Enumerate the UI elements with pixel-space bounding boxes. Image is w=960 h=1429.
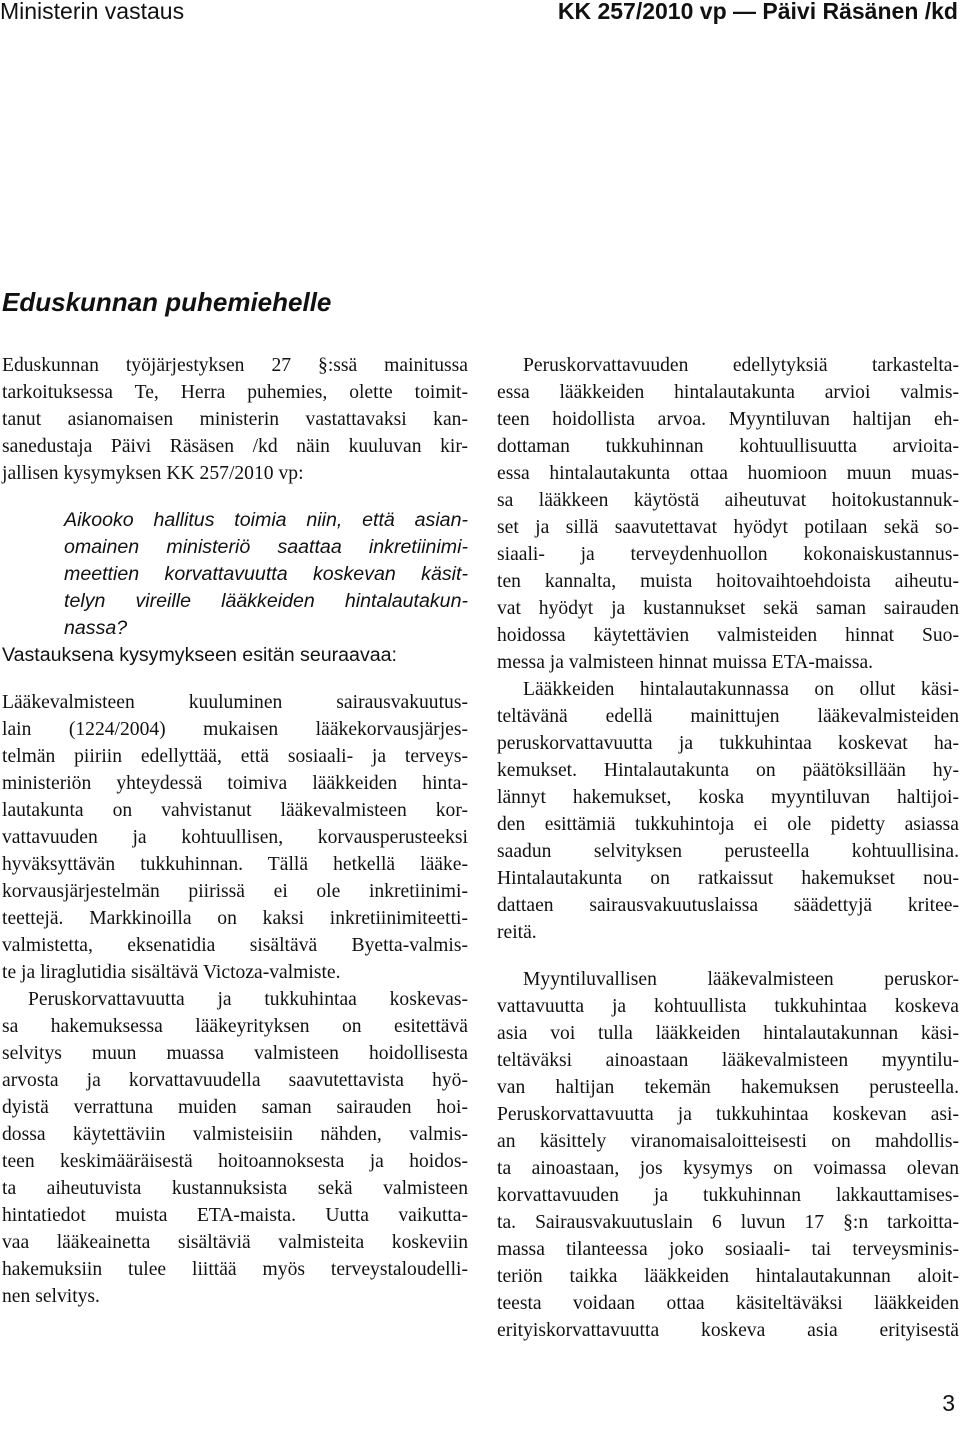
text-line: vattavuuden ja kohtuullisen, korvausperusteeksi (2, 827, 468, 848)
text-line: Eduskunnan työjärjestyksen 27 §:ssä mainitussa (2, 355, 468, 376)
text-line: siaali- ja terveydenhuollon kokonaiskustannus- (497, 544, 959, 565)
text-line: reitä. (497, 922, 537, 943)
text-line: teltäväksi ainoastaan lääkevalmisteen myyntilu- (497, 1050, 959, 1071)
intro-paragraph (2, 352, 468, 487)
text-line: erityiskorvattavuutta koskeva asia erityisestä (497, 1320, 959, 1341)
text-line: Lääkevalmisteen kuuluminen sairausvakuutus- (2, 692, 468, 713)
text-line: dottaman tukkuhinnan kohtuullisuutta arvioita- (497, 436, 959, 457)
text-line: selvitys muun muassa valmisteen hoidollisesta (2, 1043, 468, 1064)
text-line: telmän piiriin edellyttää, että sosiaali- ja terveys- (2, 746, 468, 767)
text-line: telyn vireille lääkkeiden hintalautakun- (64, 590, 468, 612)
text-line: Peruskorvattavuutta ja tukkuhintaa koskevan asi- (497, 1104, 959, 1125)
text-line: ministeriön yhteydessä toimiva lääkkeiden hinta- (2, 773, 468, 794)
text-line: lautakunta on vahvistanut lääkevalmisteen kor- (2, 800, 468, 821)
text-line: dossa käytettäviin valmisteisiin nähden, valmis- (2, 1124, 468, 1145)
text-line: Myyntiluvallisen lääkevalmisteen peruskor- (523, 969, 959, 990)
answer-paragraph-1 (2, 689, 468, 986)
left-column (2, 352, 468, 1310)
text-line: sa hakemuksessa lääkeyrityksen on esitettävä (2, 1016, 468, 1037)
text-line: massa tilanteessa joko sosiaali- tai terveysminis- (497, 1239, 959, 1260)
page-number: 3 (942, 1390, 955, 1416)
text-line: van haltijan tekemän hakemuksen perusteella. (497, 1077, 959, 1098)
text-line: omainen ministeriö saattaa inkretiinimi- (64, 536, 468, 558)
text-line: hakemuksiin tulee liittää myös terveystaloudelli- (2, 1259, 468, 1280)
text-line: nassa? (64, 617, 128, 639)
text-line: set ja sillä saavutettavat hyödyt potilaan sekä so- (497, 517, 959, 538)
text-line: hoidossa käytettävien valmisteiden hinnat Suo- (497, 625, 959, 646)
text-line: messa ja valmisteen hinnat muissa ETA-maissa. (497, 652, 874, 673)
text-line: tanut asianomaisen ministerin vastattavaksi kan- (2, 409, 468, 430)
text-line: kemukset. Hintalautakunta on päätöksillään hy- (497, 760, 959, 781)
text-line: lännyt hakemukset, koska myyntiluvan haltijoi- (497, 787, 959, 808)
text-line: korvausjärjestelmän piirissä ei ole inkretiinimi- (2, 881, 468, 902)
text-line: teettejä. Markkinoilla on kaksi inkretiinimiteetti- (2, 908, 468, 929)
text-line: vaa lääkeainetta sisältäviä valmisteita koskeviin (2, 1232, 468, 1253)
text-line: sanedustaja Päivi Räsäsen /kd näin kuuluvan kir- (2, 436, 468, 457)
text-line: dattaen sairausvakuutuslaissa säädettyjä kritee- (497, 895, 959, 916)
text-line: hintatiedot muista ETA-maista. Uutta vaikutta- (2, 1205, 468, 1226)
text-line: valmistetta, eksenatidia sisältävä Byetta-valmis- (2, 935, 468, 956)
text-line: hyväksyttävän tukkuhinnan. Tällä hetkellä lääke- (2, 854, 468, 875)
right-paragraph-1 (497, 352, 959, 676)
text-line: teltävänä edellä mainittujen lääkevalmisteiden (497, 706, 959, 727)
text-line: dyistä verrattuna muiden saman sairauden hoi- (2, 1097, 468, 1118)
right-column (497, 352, 959, 1344)
text-line: saadun selvityksen perusteella kohtuullisina. (497, 841, 959, 862)
running-header-right: KK 257/2010 vp — Päivi Räsänen /kd (557, 0, 958, 24)
text-line: essa lääkkeiden hintalautakunta arvioi valmis- (497, 382, 959, 403)
text-line: ta ainoastaan, jos kysymys on voimassa olevan (497, 1158, 959, 1179)
text-line: teesta voidaan ottaa käsiteltäväksi lääkkeiden (497, 1293, 959, 1314)
question-quote (2, 507, 468, 642)
text-line: ta. Sairausvakuutuslain 6 luvun 17 §:n tarkoitta- (497, 1212, 959, 1233)
running-header-left: Ministerin vastaus (0, 0, 185, 24)
text-line: vattavuutta ja kohtuullista tukkuhintaa koskeva (497, 996, 959, 1017)
text-line: Aikooko hallitus toimia niin, että asian- (64, 509, 468, 531)
text-line: teen keskimääräisestä hoitoannoksesta ja hoidos- (2, 1151, 468, 1172)
text-line: meettien korvattavuutta koskevan käsit- (64, 563, 468, 585)
text-line: asia voi tulla lääkkeiden hintalautakunnan käsi- (497, 1023, 959, 1044)
text-line: peruskorvattavuutta ja tukkuhintaa koskevat ha- (497, 733, 959, 754)
text-line: Lääkkeiden hintalautakunnassa on ollut käsi- (523, 679, 959, 700)
text-line: vat hyödyt ja kustannukset sekä saman sairauden (497, 598, 959, 619)
right-paragraph-2 (497, 676, 959, 946)
text-line: teen hoidollista arvoa. Myyntiluvan haltijan eh- (497, 409, 959, 430)
text-line: Peruskorvattavuuden edellytyksiä tarkastelta- (523, 355, 959, 376)
right-paragraph-3 (497, 966, 959, 1344)
text-line: ta aiheutuvista kustannuksista sekä valmisteen (2, 1178, 468, 1199)
text-line: jallisen kysymyksen KK 257/2010 vp: (2, 463, 304, 484)
text-line: essa hintalautakunta ottaa huomioon muun muas- (497, 463, 959, 484)
answer-intro: Vastauksena kysymykseen esitän seuraavaa: (2, 644, 397, 666)
salutation: Eduskunnan puhemiehelle (2, 287, 332, 317)
text-line: te ja liraglutidia sisältävä Victoza-valmiste. (2, 962, 341, 983)
text-line: arvosta ja korvattavuudella saavutettavista hyö- (2, 1070, 468, 1091)
text-line: korvattavuuden ja tukkuhinnan lakkauttamises- (497, 1185, 959, 1206)
text-line: Peruskorvattavuutta ja tukkuhintaa koskevas- (28, 989, 468, 1010)
text-line: den esittämiä tukkuhintoja ei ole pidetty asiassa (497, 814, 959, 835)
text-line: lain (1224/2004) mukaisen lääkekorvausjärjes- (2, 719, 468, 740)
text-line: nen selvitys. (2, 1286, 100, 1307)
text-line: sa lääkkeen käytöstä aiheutuvat hoitokustannuk- (497, 490, 959, 511)
answer-paragraph-2 (2, 986, 468, 1310)
text-line: Hintalautakunta on ratkaissut hakemukset nou- (497, 868, 959, 889)
text-line: teriön taikka lääkkeiden hintalautakunnan aloit- (497, 1266, 959, 1287)
text-line: tarkoituksessa Te, Herra puhemies, olette toimit- (2, 382, 468, 403)
text-line: ten kannalta, muista hoitovaihtoehdoista aiheutu- (497, 571, 959, 592)
text-line: an käsittely viranomaisaloitteisesti on mahdollis- (497, 1131, 959, 1152)
